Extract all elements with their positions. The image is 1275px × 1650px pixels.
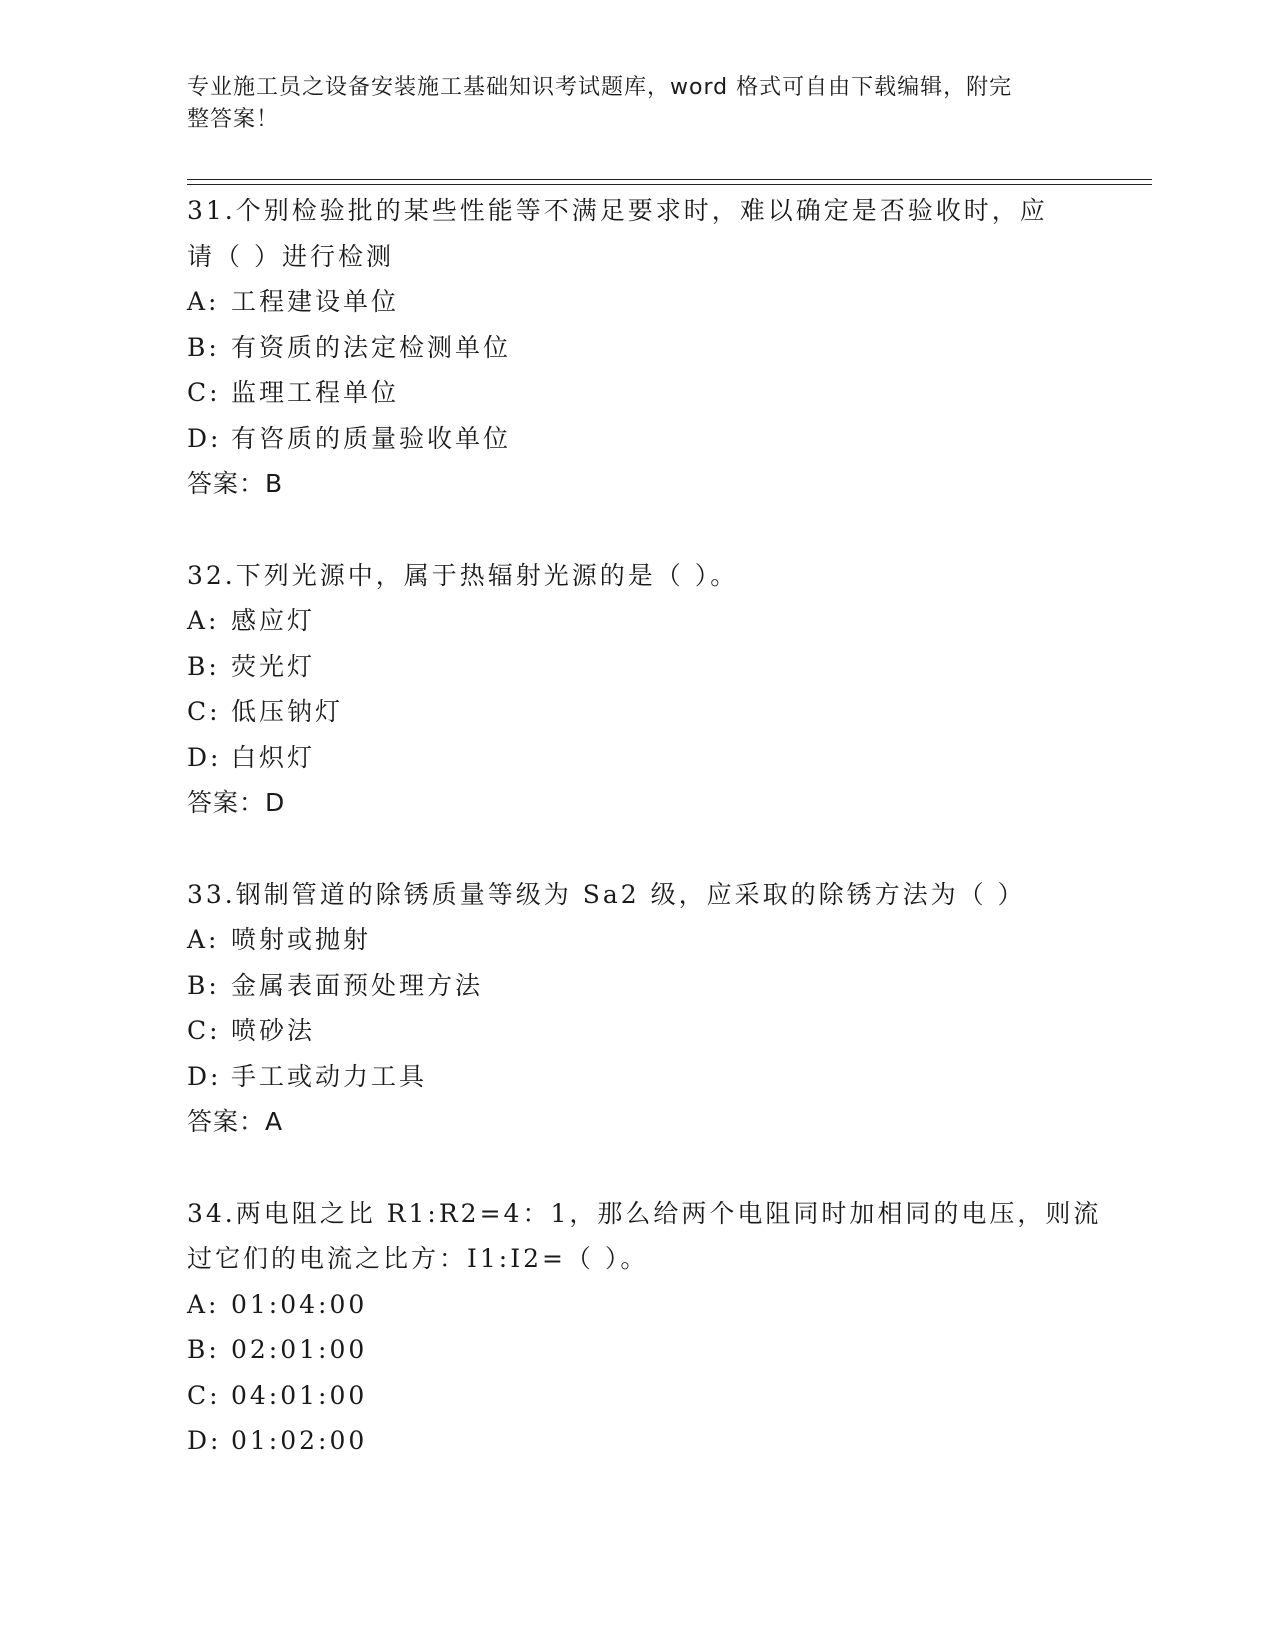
option-text: 喷射或抛射: [231, 925, 372, 954]
answer-line: 答案：A: [187, 1107, 284, 1136]
option-text: 手工或动力工具: [231, 1061, 428, 1091]
option-c: [187, 1373, 1087, 1419]
option-c: [187, 370, 1087, 416]
option-a: [187, 917, 1087, 963]
option-text: 金属表面预处理方法: [231, 970, 484, 1000]
header-rule-bottom: [187, 184, 1152, 185]
question-34: [187, 1191, 1102, 1464]
answer-line: 答案：B: [187, 469, 284, 498]
option-letter: D:: [187, 742, 222, 772]
option-text: 01:02:00: [231, 1426, 368, 1455]
question-stem-line: 32.下列光源中，属于热辐射光源的是（ ）。: [187, 560, 739, 590]
option-text: 低压钠灯: [231, 697, 344, 726]
question-stem-line: 34.两电阻之比 R1:R2=4：1，那么给两个电阻同时加相同的电压，则流: [187, 1198, 1102, 1228]
option-b: [187, 1327, 1087, 1373]
option-a: [187, 1282, 1087, 1328]
option-b: [187, 325, 1087, 371]
option-text: 有资质的法定检测单位: [231, 332, 512, 362]
option-letter: A:: [187, 287, 220, 316]
header-rule-top: [187, 179, 1152, 180]
question-stem: [187, 872, 1077, 918]
question-stem: [187, 1191, 1102, 1282]
header-line-2: 整答案！: [187, 107, 280, 132]
question-31: [187, 188, 1087, 507]
option-text: 工程建设单位: [231, 287, 400, 316]
option-letter: D:: [187, 1061, 222, 1091]
question-stem: [187, 553, 1077, 599]
option-letter: B:: [187, 332, 220, 362]
question-32: [187, 553, 1087, 826]
option-a: [187, 598, 1087, 644]
option-letter: A:: [187, 925, 220, 954]
option-text: 白炽灯: [231, 742, 316, 772]
question-list: [187, 188, 1102, 1510]
option-d: [187, 1418, 1087, 1464]
option-text: 监理工程单位: [231, 378, 400, 407]
question-stem-line: 请（ ）进行检测: [187, 241, 394, 271]
option-letter: D:: [187, 423, 222, 453]
question-33: [187, 872, 1087, 1145]
option-text: 01:04:00: [231, 1289, 368, 1319]
option-letter: A:: [187, 1289, 220, 1319]
option-letter: D:: [187, 1426, 222, 1455]
question-stem: [187, 188, 1077, 279]
option-letter: C:: [187, 1380, 221, 1410]
option-text: 喷砂法: [231, 1016, 316, 1045]
option-b: [187, 644, 1087, 690]
option-letter: C:: [187, 378, 221, 407]
document-header: [187, 72, 1067, 136]
option-c: [187, 689, 1087, 735]
option-letter: C:: [187, 697, 221, 726]
option-text: 有咨质的质量验收单位: [231, 423, 512, 453]
option-d: [187, 1054, 1087, 1100]
option-letter: B:: [187, 970, 220, 1000]
header-line-1: 专业施工员之设备安装施工基础知识考试题库，word 格式可自由下载编辑，附完: [187, 75, 1013, 100]
option-text: 感应灯: [231, 606, 316, 635]
option-text: 04:01:00: [231, 1380, 368, 1410]
option-text: 02:01:00: [231, 1335, 368, 1364]
option-letter: C:: [187, 1016, 221, 1045]
answer-line: 答案：D: [187, 788, 286, 817]
option-a: [187, 279, 1087, 325]
option-letter: B:: [187, 1335, 220, 1364]
option-c: [187, 1008, 1087, 1054]
option-d: [187, 416, 1087, 462]
option-text: 荧光灯: [231, 651, 316, 681]
option-letter: A:: [187, 606, 220, 635]
option-letter: B:: [187, 651, 220, 681]
question-stem-line: 33.钢制管道的除锈质量等级为 Sa2 级，应采取的除锈方法为（ ）: [187, 879, 1026, 909]
option-d: [187, 735, 1087, 781]
question-stem-line: 31.个别检验批的某些性能等不满足要求时，难以确定是否验收时，应: [187, 196, 1048, 225]
option-b: [187, 963, 1087, 1009]
question-stem-line: 过它们的电流之比方：I1:I2=（ ）。: [187, 1244, 649, 1273]
